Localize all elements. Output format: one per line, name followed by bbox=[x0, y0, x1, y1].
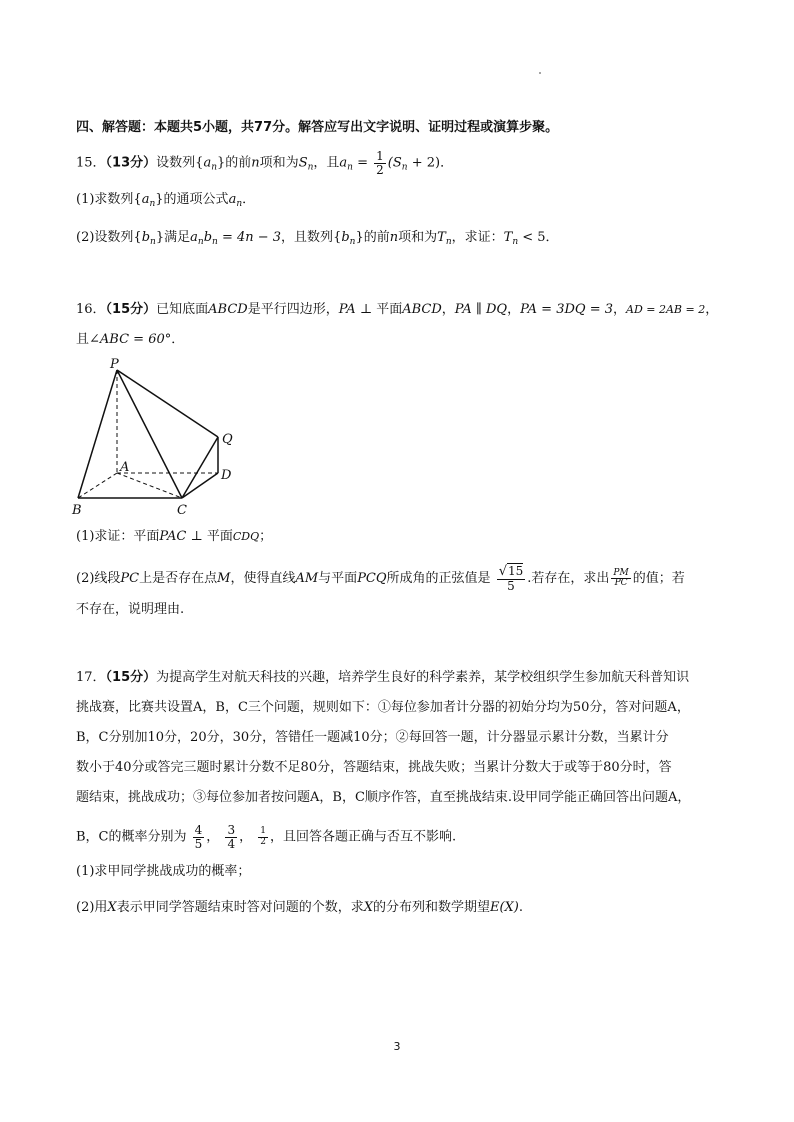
q16-stem: 16．（15分）已知底面ABCD是平行四边形，PA ⊥ 平面ABCD，PA ∥ DQ，PA = 3DQ = 3，AD = 2AB = 2， bbox=[76, 302, 719, 317]
fraction-1-2: $\frac{1}{2}$ bbox=[260, 826, 266, 847]
q17-line2: 挑战赛，比赛共设置A，B，C三个问题，规则如下：①每位参加者计分器的初始分均为50分，答对问题A， bbox=[76, 700, 690, 715]
edge-pc bbox=[117, 370, 182, 498]
q16-part2-line2: 不存在，说明理由. bbox=[76, 602, 185, 617]
q17-line5: 题结束，挑战成功；③每位参加者按问题A，B，C顺序作答，直至挑战结束.设甲同学能正确回答出问题A， bbox=[76, 790, 691, 805]
fraction-one-half: $\frac{1}{2}$ bbox=[376, 149, 384, 177]
label-a: A bbox=[120, 460, 130, 475]
edge-pq bbox=[117, 370, 218, 437]
label-p: P bbox=[110, 357, 119, 372]
label-d: D bbox=[221, 468, 232, 483]
page-number: 3 bbox=[393, 1040, 401, 1053]
edge-pb bbox=[78, 370, 117, 498]
fraction-4-5: $\frac{4}{5}$ bbox=[194, 823, 203, 851]
fraction-pm-over-pc: $\frac{PM}{PC}$ bbox=[613, 567, 629, 589]
q15-part2: (2)设数列$\{b_n\}$满足$a_nb_n = 4n - 3$，且数列$\{b_n\}$的前n项和为$T_n$，求证：$T_n < 5$． bbox=[76, 230, 559, 247]
q17-line6: B，C的概率分别为 $\frac{4}{5}$ ， $\frac{3}{4}$ ， $\frac{1}{2}$ ，且回答各题正确与否互不影响. bbox=[76, 823, 457, 851]
q17-part1: (1)求甲同学挑战成功的概率； bbox=[76, 864, 251, 879]
edge-cq bbox=[182, 437, 218, 498]
q16-stem-line2: 且∠ABC = 60°． bbox=[76, 332, 185, 347]
edge-ac-hidden bbox=[117, 473, 182, 498]
q16-part1: (1)求证：平面PAC ⊥ 平面CDQ； bbox=[76, 529, 273, 544]
q17-line3: B，C分别加10分，20分，30分，答错任一题减10分；②每回答一题，计分器显示累计分数，当累计分 bbox=[76, 730, 669, 745]
stray-dot bbox=[539, 72, 541, 74]
q17-line1: 17．（15分）为提高学生对航天科技的兴趣，培养学生良好的科学素养，某学校组织学生参加航天科普知识 bbox=[76, 670, 690, 685]
label-q: Q bbox=[222, 432, 233, 447]
section-header: 四、解答题：本题共5小题，共77分。解答应写出文字说明、证明过程或演算步聚。 bbox=[76, 120, 559, 135]
fraction-sqrt15-over-5: $\frac{√15}{5}$ bbox=[498, 564, 524, 593]
q15-stem: 15．（13分）设数列$\{a_n\}$的前n项和为$S_n$，且$a_n$ = $\frac{1}{2}$ $(S_n + 2)$． bbox=[76, 149, 454, 177]
fraction-3-4: $\frac{3}{4}$ bbox=[227, 823, 236, 851]
pyramid-figure bbox=[70, 355, 250, 520]
label-b: B bbox=[72, 503, 82, 518]
q15-part1: (1)求数列$\{a_n\}$的通项公式$a_n$． bbox=[76, 192, 256, 209]
q16-part2: (2)线段PC上是否存在点M，使得直线AM与平面PCQ所成角的正弦值是 $\frac{√15}{5}$ .若存在，求出 $\frac{PM}{PC}$ 的值；若 bbox=[76, 564, 685, 593]
edge-cd bbox=[182, 473, 218, 498]
q17-part2: (2)用X表示甲同学答题结束时答对问题的个数，求X的分布列和数学期望E(X). bbox=[76, 900, 524, 915]
label-c: C bbox=[177, 503, 187, 518]
q17-line4: 数小于40分或答完三题时累计分数不足80分，答题结束，挑战失败；当累计分数大于或等于80分时，答 bbox=[76, 760, 672, 775]
